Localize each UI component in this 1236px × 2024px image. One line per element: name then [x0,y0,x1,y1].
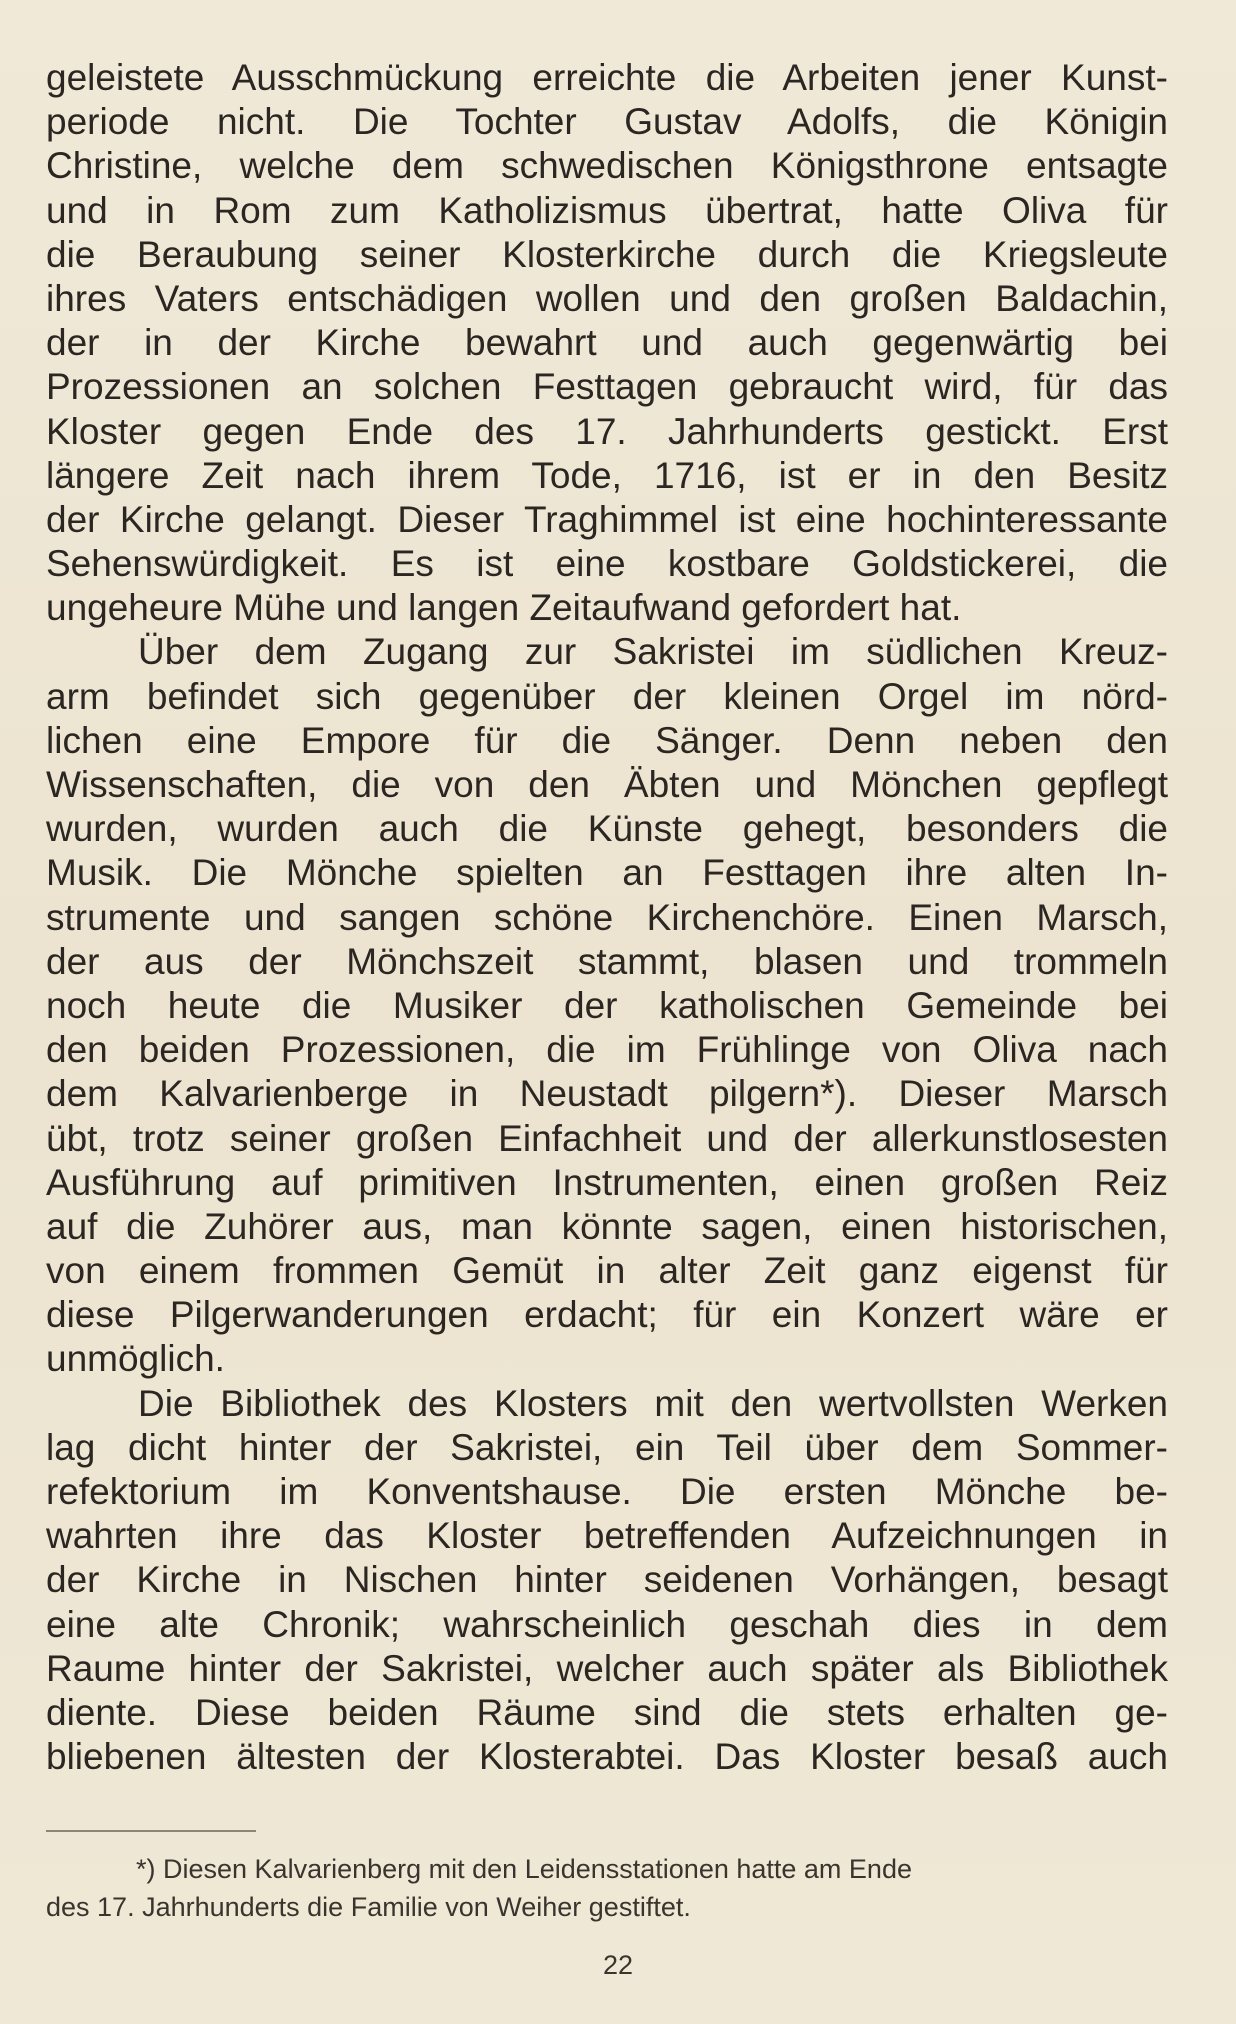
text-line: der Kirche in Nischen hinter seidenen Vorhängen, besagt [46,1559,1168,1601]
text-line: periode nicht. Die Tochter Gustav Adolfs, die Königin [46,101,1168,143]
text-line: und in Rom zum Katholizismus übertrat, hatte Oliva für [46,189,1168,231]
text-line: Kloster gegen Ende des 17. Jahrhunderts gestickt. Erst [46,410,1168,452]
page-number: 22 [602,1950,634,1980]
text-line: Über dem Zugang zur Sakristei im südlichen Kreuz- [138,631,1168,673]
text-line: Prozessionen an solchen Festtagen gebraucht wird, für das [46,366,1168,408]
text-line: Raume hinter der Sakristei, welcher auch später als Bibliothek [46,1647,1168,1689]
text-line: Christine, welche dem schwedischen Königsthrone entsagte [46,145,1168,187]
text-line: von einem frommen Gemüt in alter Zeit ganz eigenst für [46,1250,1168,1292]
text-line: lichen eine Empore für die Sänger. Denn neben den [46,719,1168,761]
text-line: Wissenschaften, die von den Äbten und Mönchen gepflegt [46,764,1168,805]
text-line: arm befindet sich gegenüber der kleinen Orgel im nörd- [46,675,1168,717]
text-line: ihres Vaters entschädigen wollen und den großen Baldachin, [46,277,1168,319]
text-line: auf die Zuhörer aus, man könnte sagen, einen historischen, [46,1205,1168,1247]
text-line: refektorium im Konventshause. Die ersten Mönche be- [46,1471,1168,1512]
text-line: unmöglich. [46,1338,225,1380]
footnote-separator [46,1830,256,1832]
text-line: wahrten ihre das Kloster betreffenden Aufzeichnungen in [46,1515,1168,1557]
footnote-line: des 17. Jahrhunderts die Familie von Weiher gestiftet. [46,1892,691,1922]
text-line: diente. Diese beiden Räume sind die stets erhalten ge- [46,1691,1168,1733]
text-line: die Beraubung seiner Klosterkirche durch die Kriegsleute [46,233,1168,275]
text-line: den beiden Prozessionen, die im Frühlinge von Oliva nach [46,1029,1168,1071]
text-line: dem Kalvarienberge in Neustadt pilgern*). Dieser Marsch [46,1073,1168,1115]
text-line: der aus der Mönchszeit stammt, blasen und trommeln [46,940,1168,982]
text-line: bliebenen ältesten der Klosterabtei. Das Kloster besaß auch [46,1736,1168,1778]
text-line: Sehenswürdigkeit. Es ist eine kostbare Goldstickerei, die [46,543,1168,585]
text-line: diese Pilgerwanderungen erdacht; für ein Konzert wäre er [46,1294,1168,1336]
text-line: Die Bibliothek des Klosters mit den wertvollsten Werken [138,1382,1168,1424]
footnote-line: *) Diesen Kalvarienberg mit den Leidensstationen hatte am Ende [136,1854,912,1884]
text-line: eine alte Chronik; wahrscheinlich geschah dies in dem [46,1603,1168,1645]
text-line: geleistete Ausschmückung erreichte die Arbeiten jener Kunst- [46,57,1168,98]
text-line: ungeheure Mühe und langen Zeitaufwand gefordert hat. [46,587,962,629]
text-line: Ausführung auf primitiven Instrumenten, einen großen Reiz [46,1161,1168,1203]
body-text [46,56,1168,1779]
text-line: strumente und sangen schöne Kirchenchöre. Einen Marsch, [46,896,1168,938]
text-line: längere Zeit nach ihrem Tode, 1716, ist er in den Besitz [46,454,1168,496]
footnote [46,1850,1168,1926]
text-line: übt, trotz seiner großen Einfachheit und der allerkunstlosesten [46,1117,1168,1159]
text-line: Musik. Die Mönche spielten an Festtagen ihre alten In- [46,852,1168,894]
text-line: noch heute die Musiker der katholischen Gemeinde bei [46,984,1168,1026]
text-line: der in der Kirche bewahrt und auch gegenwärtig bei [46,322,1168,364]
text-line: der Kirche gelangt. Dieser Traghimmel ist eine hochinteressante [46,498,1168,540]
text-line: lag dicht hinter der Sakristei, ein Teil über dem Sommer- [46,1426,1168,1468]
text-line: wurden, wurden auch die Künste gehegt, besonders die [46,808,1168,850]
